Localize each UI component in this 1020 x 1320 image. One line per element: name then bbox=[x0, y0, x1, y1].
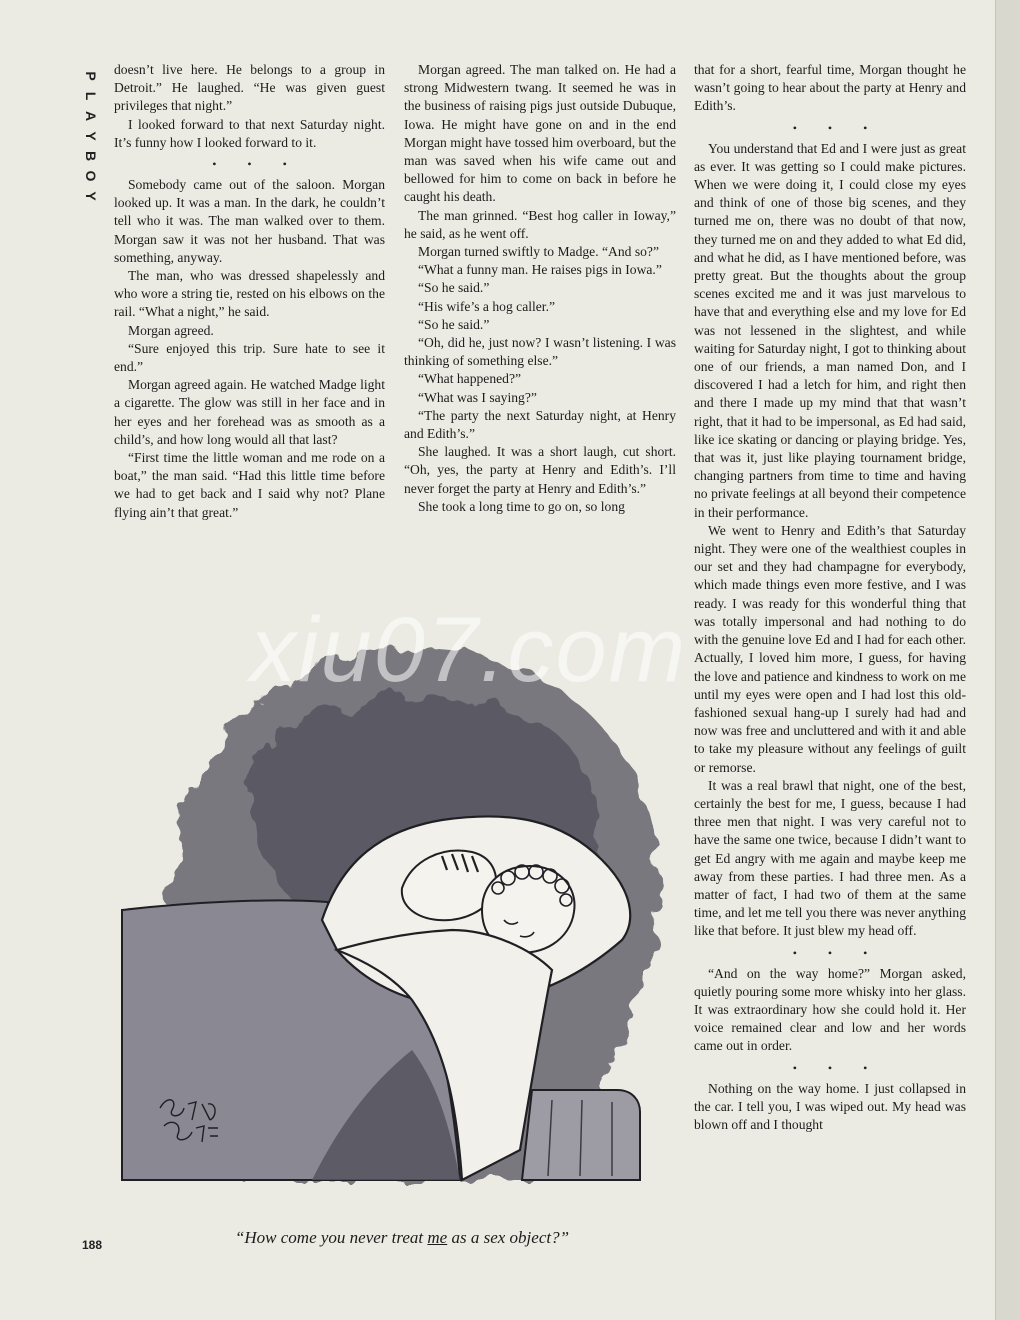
masthead-letter: A bbox=[83, 110, 99, 122]
paragraph: You understand that Ed and I were just as great as ever. It was getting so I could make pictures. When we were doing it, I could close my eyes and think of one of those big scenes, and they turned me on, there was no doubt of that now, they turned me on and they added to what Ed did, and what he did, as I have mentioned before, was pretty great. But the thoughts about the group scenes excited me and it was just marvelous to have that and everything else and my love for Ed was not lessened in the slightest, and while waiting for Saturday night, I got to thinking about one of our friends, a man named Don, and I discovered I had a letch for him, and right then and there I made up my mind that that wasn’t right, that it had to be impersonal, as Ed had said, like ice skating or dancing or playing bridge. Yes, that was it, just like playing tournament bridge, changing partners from time to time and having no private feelings at all beyond their competence in their performance. bbox=[694, 140, 966, 520]
masthead-letter: O bbox=[83, 170, 99, 182]
caption-text: “How come you never treat bbox=[234, 1228, 428, 1247]
paragraph: that for a short, fearful time, Morgan thought he wasn’t going to hear about the party at Henry and Edith’s. bbox=[694, 62, 966, 114]
masthead-letter: P bbox=[83, 71, 99, 81]
paragraph: “What was I saying?” bbox=[418, 389, 537, 405]
paragraph: “The party the next Saturday night, at Henry and Edith’s.” bbox=[404, 407, 676, 442]
paragraph: Nothing on the way home. I just collapsed in the car. I tell you, I was wiped out. My head was blown off and I thought bbox=[694, 1080, 966, 1132]
section-break: • • • bbox=[212, 157, 301, 172]
paragraph: The man, who was dressed shapelessly and who wore a string tie, rested on his elbows on the rail. “What a night,” he said. bbox=[114, 268, 385, 320]
paragraph: I looked forward to that next Saturday night. It’s funny how I looked forward to it. bbox=[114, 116, 385, 150]
paragraph: “Sure enjoyed this trip. Sure hate to see it end.” bbox=[114, 340, 385, 375]
paragraph: She took a long time to go on, so long bbox=[418, 498, 625, 514]
cartoon-caption bbox=[112, 1228, 692, 1248]
masthead-letter: B bbox=[83, 150, 99, 162]
section-break: • • • bbox=[792, 120, 882, 135]
paragraph: “His wife’s a hog caller.” bbox=[418, 298, 556, 314]
text-column-2 bbox=[404, 61, 676, 516]
paragraph: “First time the little woman and me rode on a boat,” the man said. “Had this little time before we had to get back and I said why not? Plane flying ain’t that great.” bbox=[114, 450, 385, 520]
cartoon-illustration bbox=[112, 620, 677, 1220]
paragraph: “What a funny man. He raises pigs in Iowa.” bbox=[418, 262, 662, 278]
section-break: • • • bbox=[792, 945, 882, 960]
paragraph: “So he said.” bbox=[418, 316, 490, 332]
paragraph: “What happened?” bbox=[418, 371, 522, 387]
page-edge bbox=[995, 0, 1020, 1320]
paragraph: She laughed. It was a short laugh, cut short. “Oh, yes, the party at Henry and Edith’s. I’ll never forget the party at Henry and Edith’s.” bbox=[404, 444, 676, 496]
paragraph: Morgan agreed. bbox=[128, 322, 214, 338]
caption-text-end: as a sex object?” bbox=[447, 1228, 570, 1247]
text-column-1 bbox=[114, 61, 385, 522]
text-column-3 bbox=[694, 61, 966, 1134]
watermark: xiu07.com bbox=[250, 599, 688, 701]
masthead-vertical bbox=[83, 66, 99, 206]
masthead-letter: Y bbox=[83, 131, 99, 141]
paragraph: “So he said.” bbox=[418, 280, 490, 296]
caption-emphasis: me bbox=[427, 1228, 448, 1247]
paragraph: Morgan agreed again. He watched Madge light a cigarette. The glow was still in her face and in her eyes and her forehead was as smooth as a child’s, and how long would all that last? bbox=[114, 377, 385, 447]
paragraph: We went to Henry and Edith’s that Saturday night. They were one of the wealthiest couples in our set and they had champagne for everybody, which made things even more festive, and I was ready. I was ready for this wonderful thing that was totally impersonal and had nothing to do with the genuine love Ed and I had for each other. Actually, I loved him more, I guess, for having the love and patience and kindness to work on me until my eyes were open and I had lost this old-fashioned sexual hang-up I surely had had and now was free and uncluttered and with it and able to take my pleasure without any feelings of guilt or remorse. bbox=[694, 522, 966, 775]
paragraph: The man grinned. “Best hog caller in Ioway,” he said, as he went off. bbox=[404, 207, 676, 241]
paragraph: doesn’t live here. He belongs to a group in Detroit.” He laughed. “He was given guest privileges that night.” bbox=[114, 62, 385, 114]
masthead-letter: L bbox=[83, 91, 99, 101]
paragraph: Somebody came out of the saloon. Morgan looked up. It was a man. In the dark, he couldn’t tell who it was. The man walked over to them. Morgan saw it was not her husband. That was something, anyway. bbox=[114, 177, 385, 265]
paragraph: It was a real brawl that night, one of the best, certainly the best for me, I guess, because I had three men that night. I was very careful not to have the same one twice, because I didn’t want to get Ed angry with me again and maybe keep me away from these parties. I had three men. As a matter of fact, I had two of them at the same time, and let me tell you there was never anything like that before. It just blew my head off. bbox=[694, 777, 966, 939]
paragraph: Morgan turned swiftly to Madge. “And so?” bbox=[418, 244, 659, 260]
masthead-letter: Y bbox=[83, 191, 99, 201]
paragraph: Morgan agreed. The man talked on. He had a strong Midwestern twang. It seemed he was in the business of raising pigs just outside Dubuque, Iowa. He might have gone on and in the end Morgan might have tossed him overboard, but the man was saved when his wife came out and bellowed for him to come on back in before he caught his death. bbox=[404, 62, 676, 205]
paragraph: “Oh, did he, just now? I wasn’t listening. I was thinking of something else.” bbox=[404, 335, 676, 369]
paragraph: “And on the way home?” Morgan asked, quietly pouring some more whisky into her glass. It was extraordinary how she could hold it. Her voice remained clear and low and her words came out in order. bbox=[694, 965, 966, 1054]
page-number: 188 bbox=[82, 1238, 103, 1252]
section-break: • • • bbox=[792, 1060, 882, 1075]
